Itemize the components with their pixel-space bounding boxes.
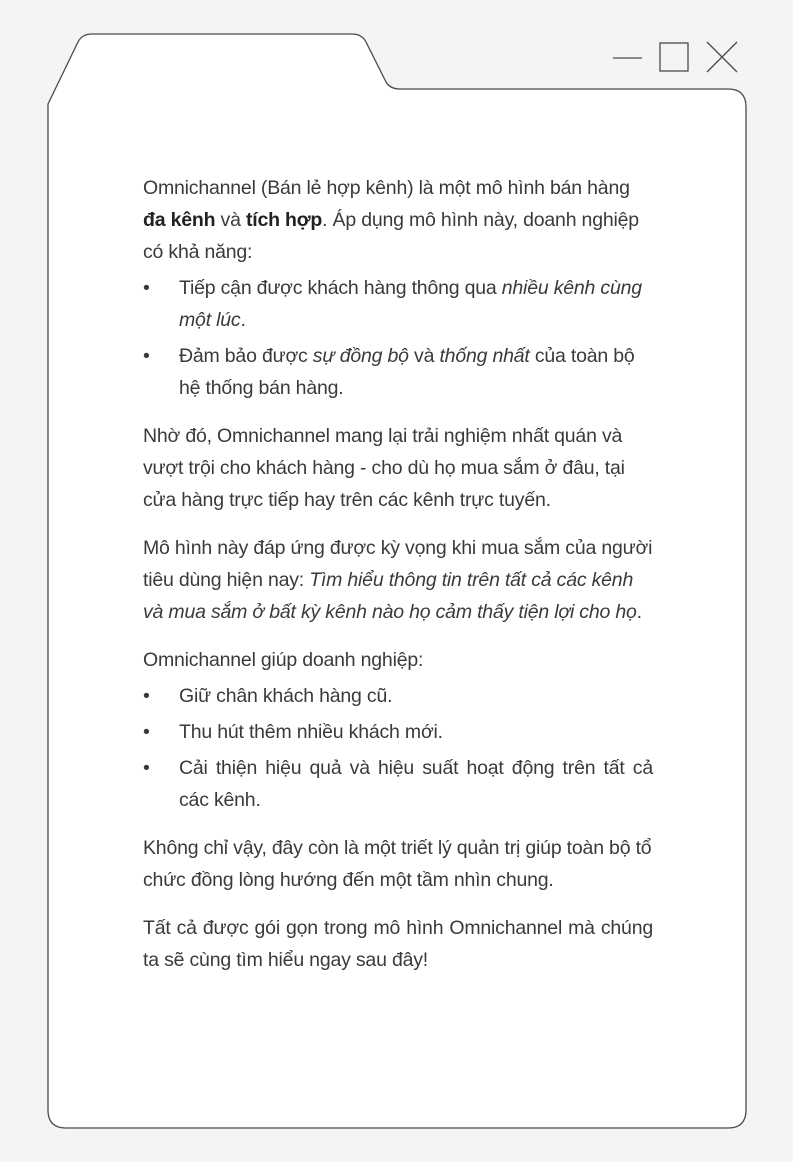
intro-paragraph — [143, 172, 653, 268]
bullet-icon: • — [143, 721, 150, 743]
list-item-text: và — [408, 345, 440, 367]
list-item — [143, 272, 653, 336]
list-item — [143, 680, 653, 712]
list-item-text: . — [240, 309, 246, 331]
intro-text: . Áp dụng mô hình này, doanh nghiệp có khả năng: — [143, 209, 639, 263]
list-item-italic: thống nhất — [439, 345, 530, 367]
benefit-list — [143, 680, 653, 816]
list-item-italic: sự đồng bộ — [312, 345, 409, 367]
bullet-icon: • — [143, 277, 150, 299]
benefits-heading: Omnichannel giúp doanh nghiệp: — [143, 649, 424, 671]
bold-term-integrated: tích hợp — [245, 209, 323, 231]
intro-text: Omnichannel (Bán lẻ hợp kênh) là một mô hình bán hàng — [143, 177, 630, 199]
capability-list — [143, 272, 653, 404]
document-body — [143, 172, 653, 976]
paragraph-italic: Tìm hiểu thông tin trên tất cả các kênh và mua sắm ở bất kỳ kênh nào họ cảm thấy tiện lợi cho họ — [143, 569, 637, 623]
bullet-icon: • — [143, 345, 150, 367]
bullet-icon: • — [143, 757, 150, 779]
paragraph-text: Mô hình này đáp ứng được kỳ vọng khi mua sắm của người tiêu dùng hiện nay: — [143, 537, 653, 591]
bold-term-multichannel: đa kênh — [143, 209, 216, 231]
list-item-text: của toàn bộ hệ thống bán hàng. — [179, 345, 635, 399]
list-item-text: Giữ chân khách hàng cũ. — [179, 685, 393, 707]
list-item — [143, 340, 653, 404]
close-icon[interactable] — [707, 42, 737, 72]
list-item-text: Tiếp cận được khách hàng thông qua — [179, 277, 502, 299]
experience-paragraph: Nhờ đó, Omnichannel mang lại trải nghiệm nhất quán và vượt trội cho khách hàng - cho dù họ mua sắm ở đâu, tại cửa hàng trực tiếp hay trên các kênh trực tuyến. — [143, 425, 625, 511]
bullet-icon: • — [143, 685, 150, 707]
paragraph-text: . — [636, 601, 642, 623]
philosophy-paragraph: Không chỉ vậy, đây còn là một triết lý quản trị giúp toàn bộ tổ chức đồng lòng hướng đến một tầm nhìn chung. — [143, 837, 652, 891]
list-item-text: Đảm bảo được — [179, 345, 313, 367]
list-item — [143, 716, 653, 748]
closing-paragraph: Tất cả được gói gọn trong mô hình Omnichannel mà chúng ta sẽ cùng tìm hiểu ngay sau đây! — [143, 917, 653, 971]
maximize-icon[interactable] — [660, 43, 688, 71]
list-item-text: Cải thiện hiệu quả và hiệu suất hoạt động trên tất cả các kênh. — [179, 757, 653, 811]
list-item-italic: nhiều kênh cùng một lúc — [179, 277, 642, 331]
list-item-text: Thu hút thêm nhiều khách mới. — [179, 721, 443, 743]
list-item — [143, 752, 653, 816]
expectation-paragraph — [143, 532, 653, 628]
intro-text: và — [215, 209, 246, 231]
